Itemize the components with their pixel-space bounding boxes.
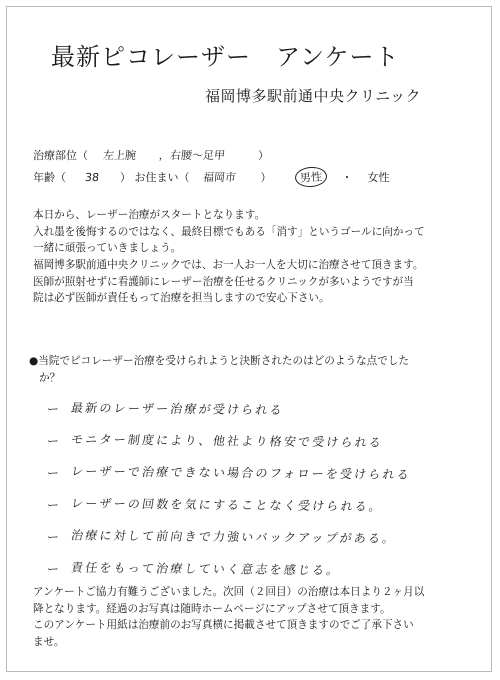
- survey-sheet: [6, 6, 492, 672]
- gender-female-option[interactable]: 女性: [367, 171, 390, 184]
- answer-dash: ー: [47, 497, 62, 512]
- answer-item: [47, 456, 487, 488]
- treatment-site-label: 治療部位（: [33, 149, 88, 162]
- intro-line: 医師が照射せずに看護師にレーザー治療を任せるクリニックが多いようですが当: [33, 275, 414, 288]
- closing-paragraph: [33, 584, 485, 650]
- gender-separator: ・: [341, 171, 353, 184]
- answer-item: [47, 520, 487, 552]
- intro-paragraph-1: [33, 207, 483, 257]
- answer-dash: ー: [47, 433, 62, 448]
- question-line: か？: [39, 372, 61, 384]
- answer-item: [47, 552, 487, 584]
- answer-text: 最新のレーザー治療が受けられる: [70, 400, 286, 417]
- closing-line: このアンケート用紙は治療前のお写真横に掲載させて頂きますのでご了承下さい: [33, 619, 414, 631]
- survey-question: [29, 353, 485, 387]
- address-label: お住まい（: [134, 171, 190, 184]
- answer-item: [47, 392, 487, 424]
- closing-line: アンケートご協力有難うございました。次回（２回目）の治療は本日より２ヶ月以: [33, 586, 425, 598]
- answer-item: [47, 424, 487, 456]
- answer-dash: ー: [47, 529, 62, 544]
- answer-text: 責任をもって治療していく意志を感じる。: [70, 560, 342, 577]
- intro-line: 一緒に頑張っていきましょう。: [33, 242, 182, 254]
- answer-dash: ー: [47, 401, 62, 416]
- answer-item: [47, 488, 487, 520]
- answer-text: 治療に対して前向きで力強いバックアップがある。: [70, 527, 398, 546]
- answer-text: モニター制度により、他社より格安で受けられる: [70, 431, 385, 450]
- address-value: 福岡市: [201, 171, 237, 184]
- treatment-site-value-2: ，右腰〜足甲: [158, 149, 226, 162]
- answer-dash: ー: [47, 465, 62, 480]
- intro-line: 本日から、レーザー治療がスタートとなります。: [33, 209, 266, 221]
- answer-dash: ー: [47, 561, 62, 576]
- age-address-gender-row: [33, 167, 390, 187]
- intro-line: 院は必ず医師が責任もって治療を担当しますので安心下さい。: [33, 292, 330, 304]
- age-close: ）: [120, 171, 131, 184]
- treatment-site-value-1: 左上腕: [102, 149, 137, 162]
- treatment-site-close: ）: [258, 149, 269, 162]
- closing-line: ませ。: [33, 635, 65, 648]
- closing-line: 降となります。経過のお写真は随時ホームページにアップさせて頂きます。: [33, 602, 391, 615]
- gender-male-option-selected[interactable]: 男性: [294, 166, 327, 188]
- clinic-name: 福岡博多駅前通中央クリニック: [205, 87, 422, 105]
- answer-text: レーザーで治療できない場合のフォローを受けられる: [70, 463, 413, 482]
- intro-line: 入れ墨を後悔するのではなく、最終目標でもある「消す」というゴールに向かって: [33, 225, 425, 238]
- question-line: ●当院でピコレーザー治療を受けられようと決断されたのはどのような点でした: [29, 355, 410, 367]
- intro-paragraph-2: [33, 257, 483, 307]
- intro-line: 福岡博多駅前通中央クリニックでは、お一人お一人を大切に治療させて頂きます。: [33, 259, 424, 271]
- age-value: 38: [84, 171, 100, 184]
- age-label: 年齢（: [33, 171, 66, 184]
- handwritten-answers: [47, 392, 487, 584]
- treatment-site-row: [33, 147, 269, 163]
- address-close: ）: [260, 171, 272, 184]
- page-title: 最新ピコレーザー アンケート: [51, 43, 400, 71]
- answer-text: レーザーの回数を気にすることなく受けられる。: [70, 495, 385, 514]
